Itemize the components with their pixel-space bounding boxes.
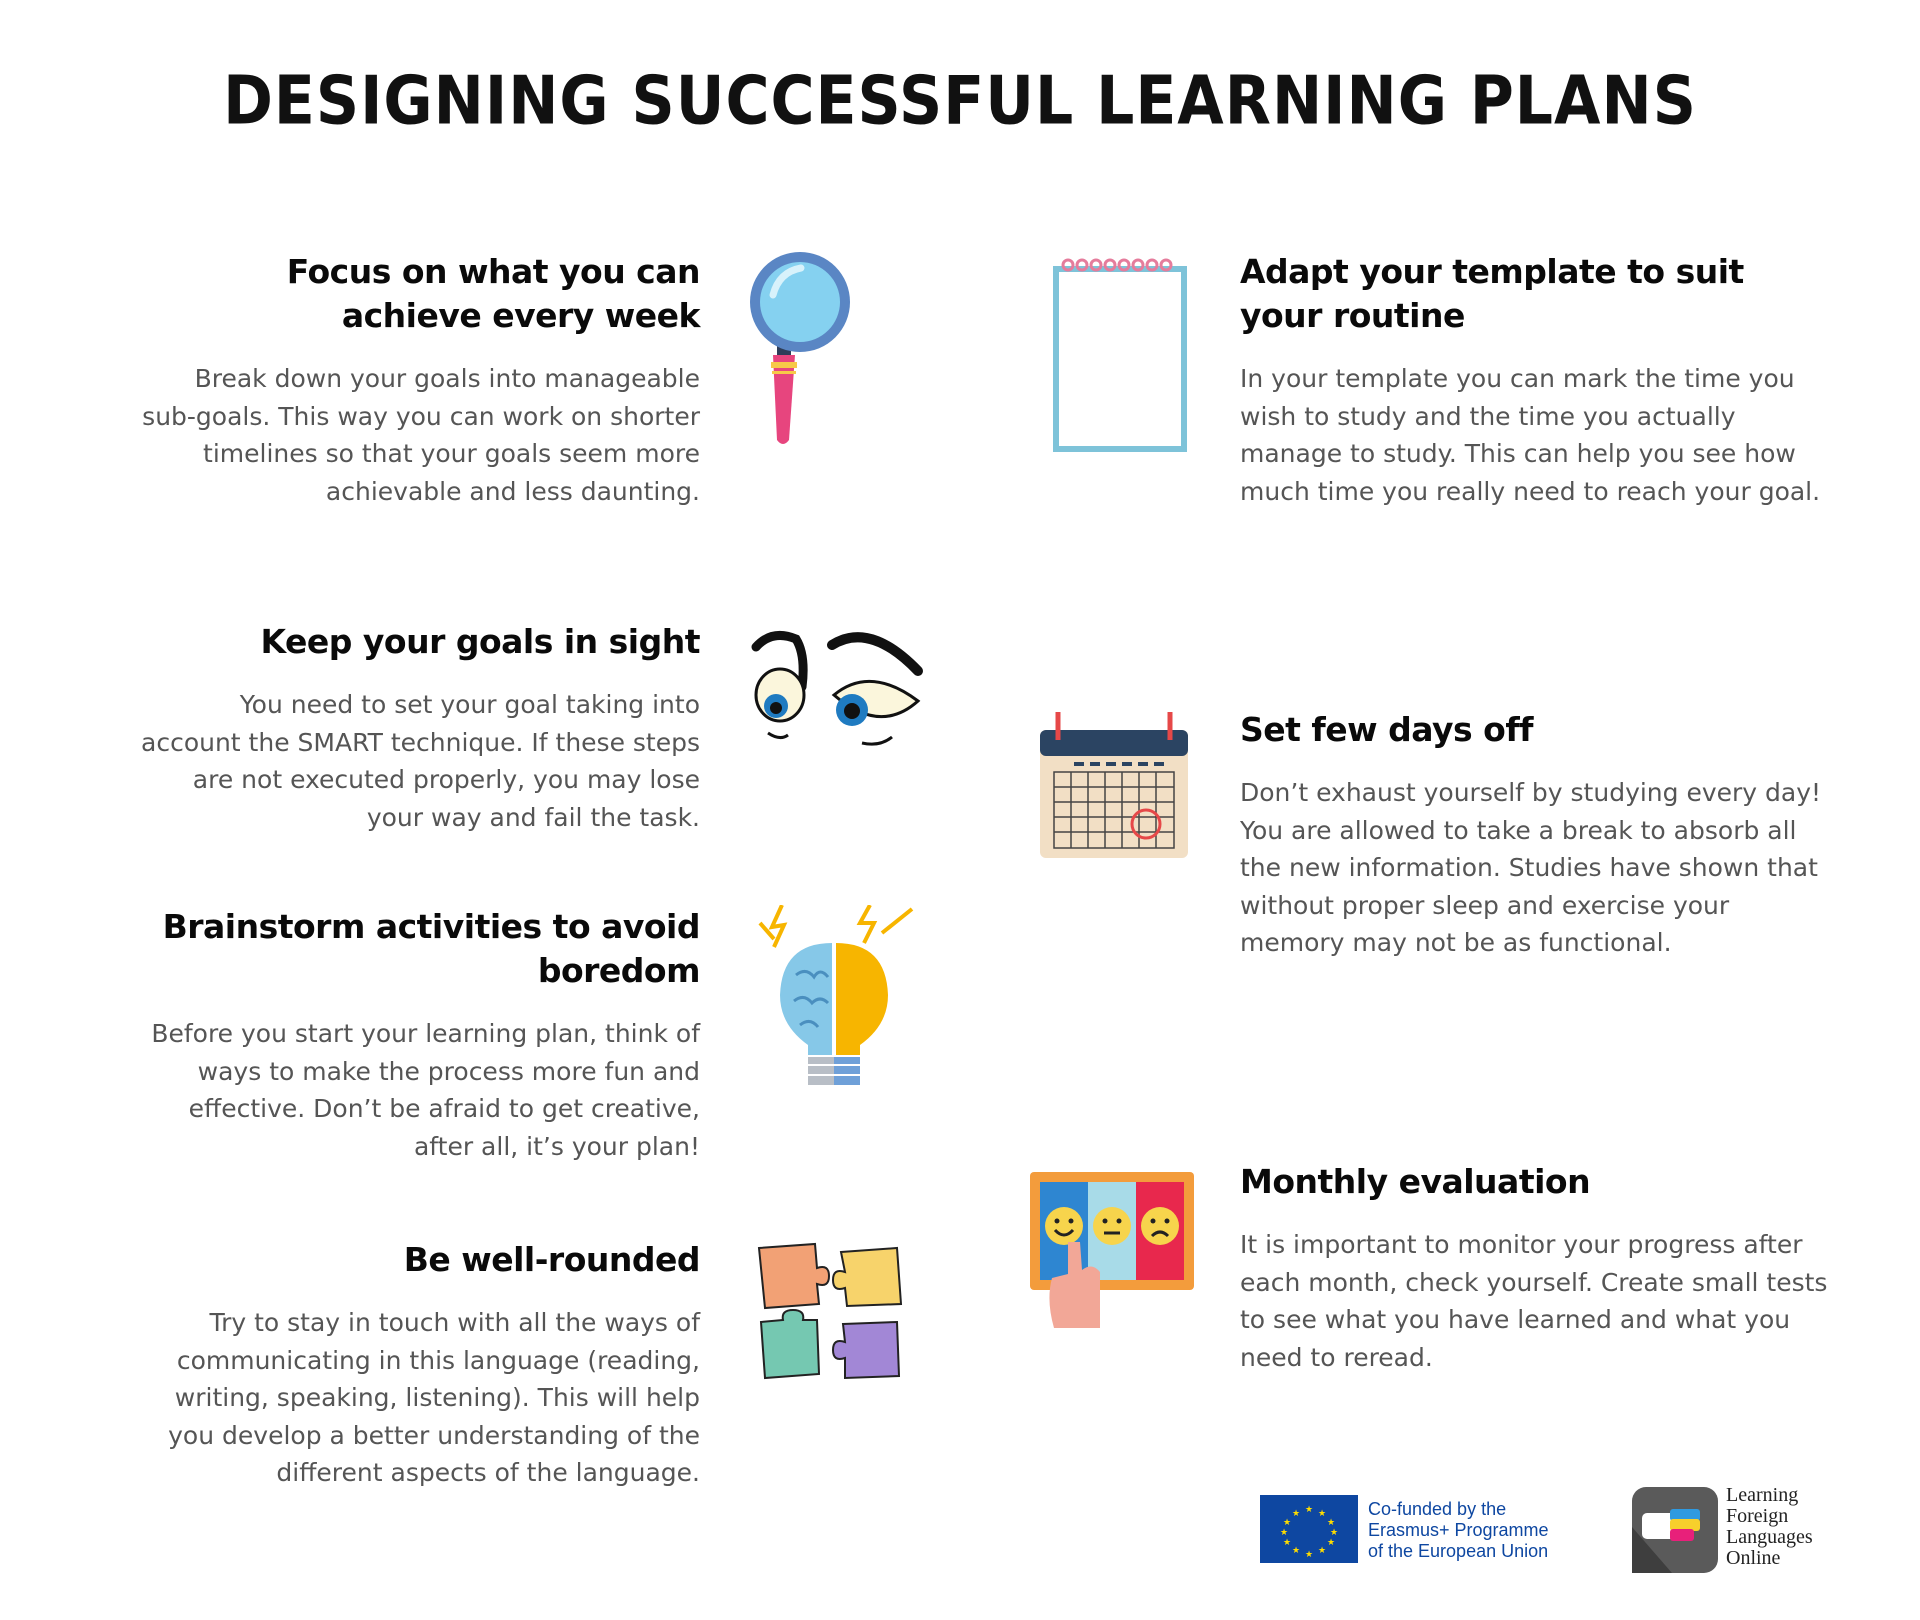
lflo-line: Online — [1726, 1547, 1781, 1569]
lflo-line: Languages — [1726, 1526, 1813, 1548]
tip-body: You need to set your goal taking into account the SMART technique. If these steps are not executed properly, you may lose your way and fail the task. — [141, 690, 700, 832]
notepad-icon — [1050, 255, 1190, 455]
tip-focus-weekly — [140, 250, 700, 510]
tip-body: In your template you can mark the time you wish to study and the time you actually manage to study. This can help you see how much time you really need to reach your goal. — [1240, 364, 1821, 506]
tip-body: Break down your goals into manageable sub-goals. This way you can work on shorter timelines so that your goals seem more achievable and less daunting. — [142, 364, 700, 506]
eyes-icon — [750, 625, 925, 755]
tip-goals-in-sight — [140, 620, 700, 836]
magnifying-glass-icon — [745, 250, 855, 450]
eu-line: of the European Union — [1368, 1541, 1549, 1561]
tip-heading: Adapt your template to suit your routine — [1240, 252, 1744, 335]
calendar-icon — [1038, 712, 1190, 860]
tip-monthly-evaluation — [1240, 1160, 1830, 1376]
eu-cofunded-logo — [1260, 1495, 1570, 1563]
eu-flag-icon — [1260, 1495, 1358, 1563]
svg-text:★: ★ — [1329, 1528, 1339, 1538]
svg-text:★: ★ — [1304, 1505, 1314, 1515]
lflo-logo — [1632, 1485, 1852, 1575]
tip-adapt-template — [1240, 250, 1830, 510]
tip-brainstorm — [140, 905, 700, 1165]
svg-text:★: ★ — [1317, 1546, 1327, 1556]
speech-bubbles-icon — [1632, 1487, 1718, 1573]
svg-text:★: ★ — [1291, 1509, 1301, 1519]
svg-text:★: ★ — [1282, 1518, 1292, 1528]
svg-text:★: ★ — [1279, 1528, 1289, 1538]
tip-heading: Brainstorm activities to avoid boredom — [162, 907, 700, 990]
svg-text:★: ★ — [1317, 1509, 1327, 1519]
puzzle-pieces-icon — [755, 1238, 905, 1388]
lflo-line: Foreign — [1726, 1505, 1789, 1527]
svg-text:★: ★ — [1326, 1538, 1336, 1548]
tip-days-off — [1240, 708, 1830, 962]
tip-body: It is important to monitor your progress after each month, check yourself. Create small tests to see what you have learned and what you need to reread. — [1240, 1230, 1828, 1372]
tip-body: Don’t exhaust yourself by studying every day! You are allowed to take a break to absorb all the new information. Studies have shown that without proper sleep and exercise your memory may not be as functional. — [1240, 778, 1822, 957]
svg-text:★: ★ — [1282, 1538, 1292, 1548]
svg-text:★: ★ — [1304, 1550, 1314, 1560]
tip-heading: Monthly evaluation — [1240, 1162, 1591, 1201]
tip-heading: Set few days off — [1240, 710, 1534, 749]
page-title: DESIGNING SUCCESSFUL LEARNING PLANS — [223, 62, 1697, 141]
tip-body: Try to stay in touch with all the ways of communicating in this language (reading, writing, speaking, listening). This will help you develop a better understanding of the different aspects of the language. — [168, 1308, 700, 1487]
feedback-faces-icon — [1028, 1170, 1196, 1330]
tip-heading: Keep your goals in sight — [260, 622, 700, 661]
tip-heading: Focus on what you can achieve every week — [286, 252, 700, 335]
tip-well-rounded — [140, 1238, 700, 1492]
tip-heading: Be well-rounded — [403, 1240, 700, 1279]
svg-text:★: ★ — [1291, 1546, 1301, 1556]
eu-line: Co-funded by the — [1368, 1499, 1507, 1519]
brain-lightbulb-icon — [752, 905, 917, 1090]
svg-text:★: ★ — [1326, 1518, 1336, 1528]
eu-line: Erasmus+ Programme — [1368, 1520, 1549, 1540]
tip-body: Before you start your learning plan, think of ways to make the process more fun and effective. Don’t be afraid to get creative, after all, it’s your plan! — [151, 1019, 700, 1161]
lflo-line: Learning — [1726, 1484, 1799, 1506]
